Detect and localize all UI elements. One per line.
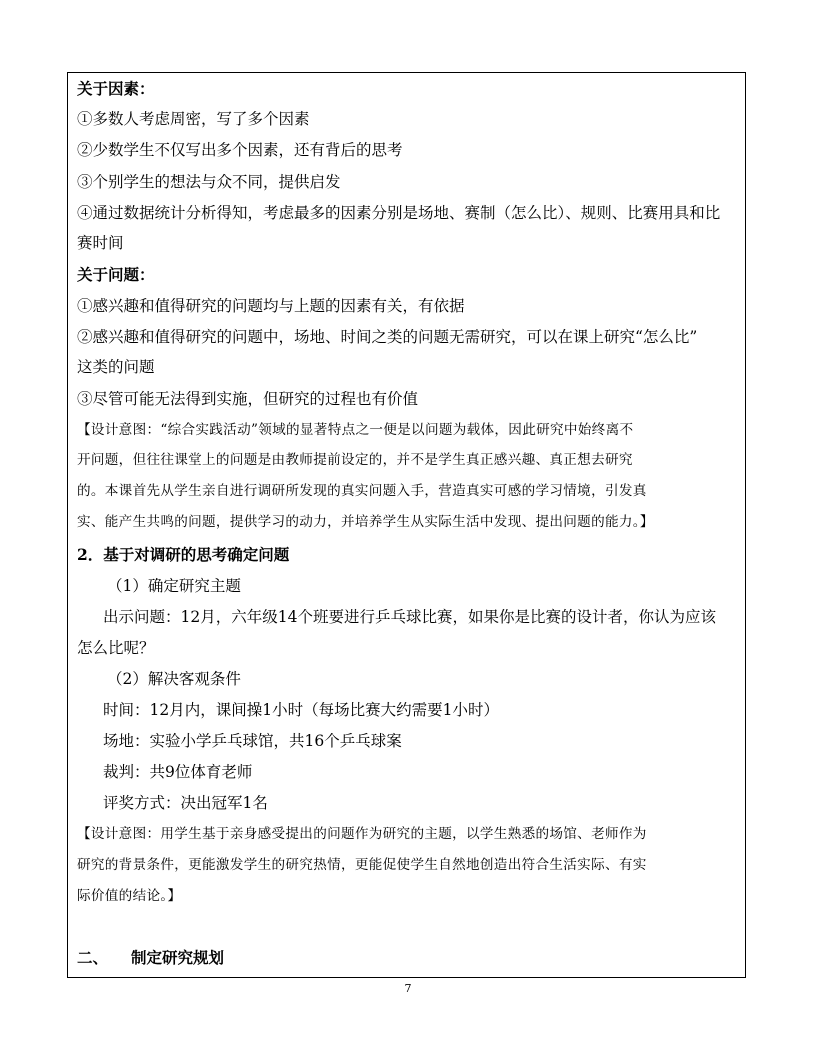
factor-item-4: ④通过数据统计分析得知，考虑最多的因素分别是场地、赛制（怎么比）、规则、比赛用具和比 <box>77 204 721 222</box>
design-intent-2-line-3: 际价值的结论。】 <box>77 888 182 904</box>
subsection-1-title: （1）确定研究主题 <box>107 577 241 595</box>
condition-referee: 裁判：共9位体育老师 <box>103 763 253 781</box>
condition-award: 评奖方式：决出冠军1名 <box>103 794 268 812</box>
section-2-heading: 2．基于对调研的思考确定问题 <box>77 545 290 564</box>
condition-venue: 场地：实验小学乒乓球馆，共16个乒乓球案 <box>103 732 402 750</box>
factor-item-2: ②少数学生不仅写出多个因素，还有背后的思考 <box>77 141 403 159</box>
subsection-2-title: （2）解决客观条件 <box>107 670 241 688</box>
question-item-2: ②感兴趣和值得研究的问题中，场地、时间之类的问题无需研究，可以在课上研究“怎么比” <box>77 328 698 346</box>
questions-heading: 关于问题： <box>77 265 155 284</box>
condition-time: 时间：12月内，课间操1小时（每场比赛大约需要1小时） <box>103 701 499 719</box>
design-intent-1-line-1: 【设计意图：“综合实践活动”领域的显著特点之一便是以问题为载体，因此研究中始终离不 <box>77 422 634 438</box>
factor-item-1: ①多数人考虑周密，写了多个因素 <box>77 110 310 128</box>
factor-item-4-cont: 赛时间 <box>77 234 124 252</box>
design-intent-1-line-4: 实、能产生共鸣的问题，提供学习的动力，并培养学生从实际生活中发现、提出问题的能力。】 <box>77 514 654 530</box>
design-intent-2-line-1: 【设计意图：用学生基于亲身感受提出的问题作为研究的主题，以学生熟悉的场馆、老师作为 <box>77 826 647 842</box>
page-number: 7 <box>404 982 412 995</box>
section-two-number: 二、 <box>77 948 109 967</box>
question-item-1: ①感兴趣和值得研究的问题均与上题的因素有关，有依据 <box>77 297 465 315</box>
question-item-2-cont: 这类的问题 <box>77 358 155 376</box>
section-two-title: 制定研究规划 <box>131 948 225 967</box>
problem-prompt-line-2: 怎么比呢？ <box>77 639 155 657</box>
design-intent-2-line-2: 研究的背景条件，更能激发学生的研究热情，更能促使学生自然地创造出符合生活实际、有实 <box>77 857 647 873</box>
design-intent-1-line-3: 的。本课首先从学生亲自进行调研所发现的真实问题入手，营造真实可感的学习情境，引发真 <box>77 483 647 499</box>
factor-item-3: ③个别学生的想法与众不同，提供启发 <box>77 173 341 191</box>
factors-heading: 关于因素： <box>77 79 155 98</box>
design-intent-1-line-2: 开问题，但往往课堂上的问题是由教师提前设定的，并不是学生真正感兴趣、真正想去研究 <box>77 452 633 468</box>
problem-prompt-line-1: 出示问题：12月，六年级14个班要进行乒乓球比赛，如果你是比赛的设计者，你认为应该 <box>103 608 716 626</box>
question-item-3: ③尽管可能无法得到实施，但研究的过程也有价值 <box>77 390 419 408</box>
